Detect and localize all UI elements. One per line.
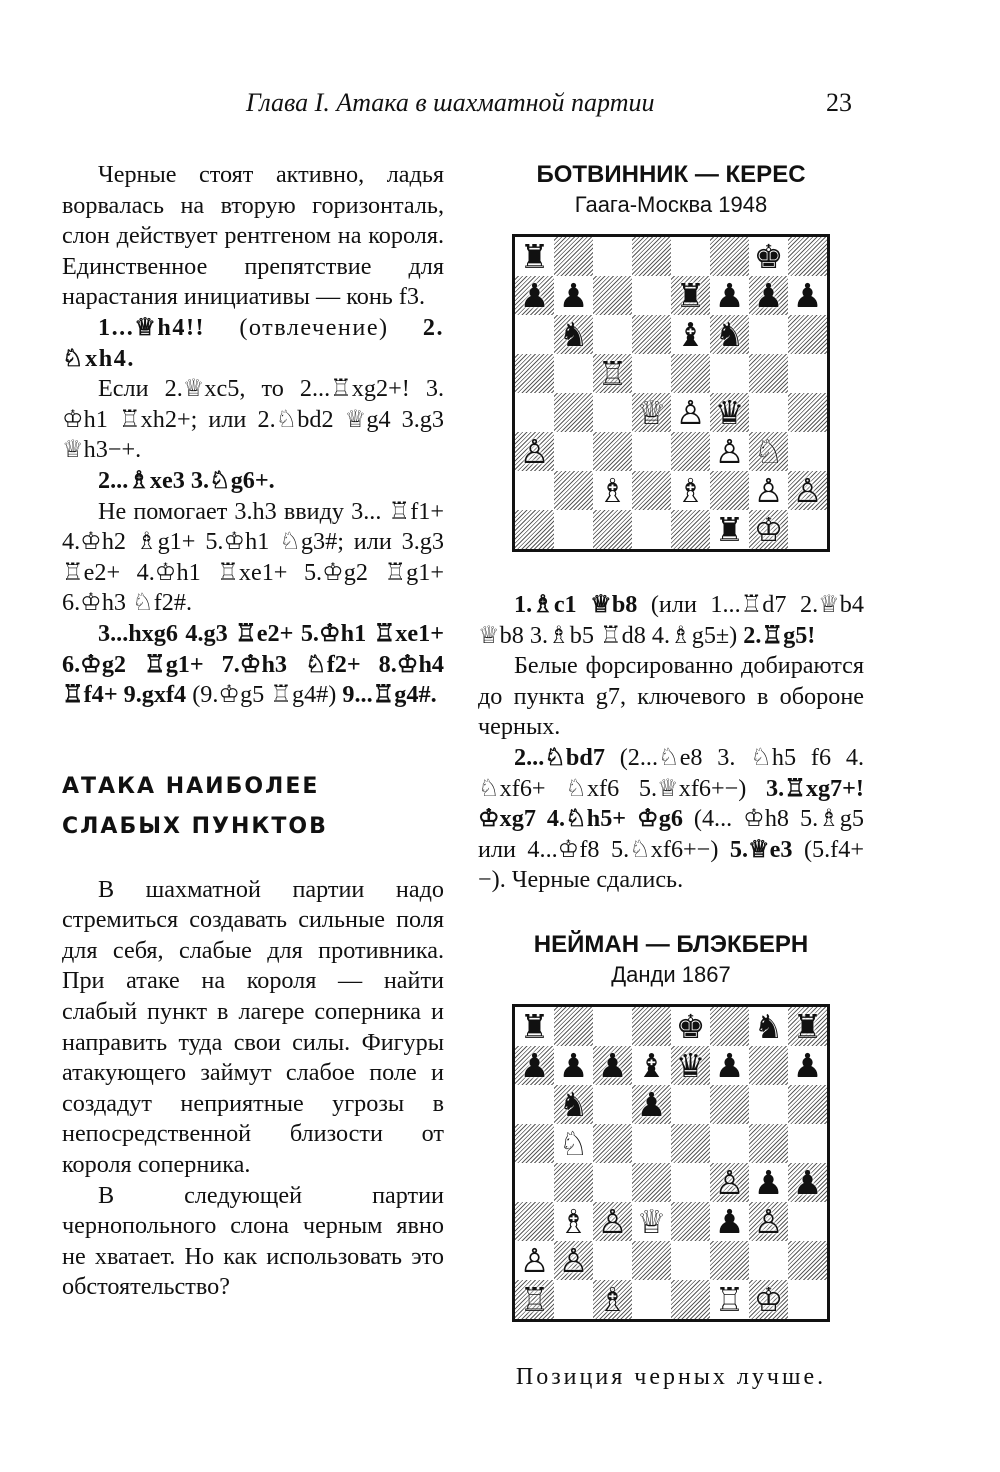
moves-note: (2...♘e8 3. ♘h5 f6 4. ♘xf6+ ♘xf6 5.♕xf6+−)	[478, 743, 864, 802]
black-rook-icon: ♜	[519, 237, 550, 276]
board-square	[593, 354, 632, 393]
board-square	[671, 471, 710, 510]
section-heading-line: СЛАБЫХ ПУНКТОВ	[62, 813, 328, 839]
game-subtitle: Данди 1867	[611, 961, 731, 987]
board-square	[554, 1046, 593, 1085]
white-bishop-icon: ♗	[597, 471, 628, 510]
board-square	[632, 1124, 671, 1163]
moves-bold: 5.♕e3	[729, 835, 793, 863]
moves-note: (или 1...♖d7 2.♕b4 ♕b8 3.♗b5 ♖d8 4.♗g5±)	[478, 591, 864, 649]
board-square	[632, 1241, 671, 1280]
board-square	[632, 432, 671, 471]
board-square	[515, 393, 554, 432]
board-square	[671, 1241, 710, 1280]
black-pawn-icon: ♟	[753, 1162, 784, 1202]
board-square	[593, 276, 632, 315]
board-square	[710, 1085, 749, 1124]
board-square	[749, 393, 788, 432]
board-square	[710, 1007, 749, 1046]
board-square	[671, 354, 710, 393]
white-pawn-icon: ♙	[558, 1240, 589, 1280]
black-pawn-icon: ♟	[792, 1045, 823, 1085]
white-queen-icon: ♕	[636, 1201, 667, 1241]
board-square	[632, 393, 671, 432]
board-square	[710, 1241, 749, 1280]
board-square	[632, 276, 671, 315]
moves-note: (4... ♔h8 5.♗g5 или 4...♔f8 5.♘xf6+−)	[478, 805, 864, 863]
board-square	[554, 1280, 593, 1319]
board-square	[632, 354, 671, 393]
board-square	[554, 1241, 593, 1280]
board-square	[749, 1241, 788, 1280]
white-pawn-icon: ♙	[753, 471, 784, 510]
board-square	[710, 1280, 749, 1319]
board-square	[554, 432, 593, 471]
board-square	[593, 315, 632, 354]
board-square	[632, 1085, 671, 1124]
moves-bold: 2. ♘xh4.	[62, 313, 444, 372]
move-line-2	[62, 466, 444, 497]
paragraph-comment: Белые форсированно добираются до пункта g7, ключевого в обороне черных.	[478, 652, 864, 741]
board-square	[593, 1163, 632, 1202]
board-square	[554, 1007, 593, 1046]
moves-bold: 3...hxg6 4.g3 ♖e2+ 5.♔h1 ♖xe1+ 6.♔g2 ♖g1+ 7.♔h3 ♘f2+ 8.♔h4 ♖f4+ 9.gxf4	[62, 619, 444, 709]
white-bishop-icon: ♗	[558, 1201, 589, 1241]
page-number: 23	[826, 88, 852, 117]
board-square	[593, 471, 632, 510]
board-square	[788, 393, 827, 432]
white-rook-icon: ♖	[714, 1279, 745, 1319]
black-pawn-icon: ♟	[636, 1084, 667, 1124]
paragraph-variation-2: Не помогает 3.h3 ввиду 3... ♖f1+ 4.♔h2 ♗g1+ 5.♔h1 ♘g3#; или 3.g3 ♖e2+ 4.♔h1 ♖xe1+ 5.♔g2 ♖g1+ 6.♔h3 ♘f2#.	[62, 497, 444, 617]
board-square	[788, 1163, 827, 1202]
board-square	[593, 1124, 632, 1163]
board-square	[788, 471, 827, 510]
paragraph-next-game: В следующей партии чернопольного слона черным явно не хватает. Но как использовать это обстоятельство?	[62, 1181, 444, 1301]
board-square	[515, 354, 554, 393]
black-pawn-icon: ♟	[753, 276, 784, 315]
moves-bold: 2...♗xe3 3.♘g6+.	[98, 466, 275, 494]
board-square	[593, 1007, 632, 1046]
board-square	[788, 1280, 827, 1319]
white-rook-icon: ♖	[597, 354, 628, 393]
board-square	[632, 471, 671, 510]
board-square	[554, 393, 593, 432]
move-line-3	[62, 619, 444, 711]
board-square	[749, 1124, 788, 1163]
moves-bold: 9...♖g4#.	[342, 681, 437, 709]
board-square	[749, 354, 788, 393]
white-queen-icon: ♕	[636, 393, 667, 432]
white-king-icon: ♔	[753, 1279, 784, 1319]
black-pawn-icon: ♟	[519, 276, 550, 315]
black-queen-icon: ♛	[675, 1045, 706, 1085]
board-square	[788, 432, 827, 471]
black-pawn-icon: ♟	[792, 276, 823, 315]
paragraph-position: Черные стоят активно, ладья ворвалась на вторую горизонталь, слон действует рентгеном на короля. Единственное препятствие для нарастания инициативы — конь f3.	[62, 161, 444, 311]
black-pawn-icon: ♟	[714, 1201, 745, 1241]
board-square	[554, 315, 593, 354]
board-square	[554, 1085, 593, 1124]
black-bishop-icon: ♝	[636, 1045, 667, 1085]
board-square	[710, 276, 749, 315]
board-square	[710, 1046, 749, 1085]
board-square	[515, 432, 554, 471]
board-square	[632, 1007, 671, 1046]
board-square	[671, 237, 710, 276]
board-square	[632, 1280, 671, 1319]
board-square	[593, 1280, 632, 1319]
board-square	[593, 1241, 632, 1280]
black-rook-icon: ♜	[519, 1006, 550, 1046]
white-pawn-icon: ♙	[714, 432, 745, 471]
section-heading	[62, 767, 444, 847]
paragraph-variation: Если 2.♕xc5, то 2...♖xg2+! 3. ♔h1 ♖xh2+; или 2.♘bd2 ♕g4 3.g3 ♕h3−+.	[62, 375, 444, 464]
board-square	[554, 1163, 593, 1202]
board-square	[593, 1046, 632, 1085]
moves-note: (отвлечение)	[205, 313, 423, 341]
black-queen-icon: ♛	[714, 393, 745, 432]
board-square	[554, 354, 593, 393]
board-square	[710, 1124, 749, 1163]
white-pawn-icon: ♙	[792, 471, 823, 510]
black-pawn-icon: ♟	[519, 1045, 550, 1085]
board-square	[710, 1202, 749, 1241]
moves-bold: 3.♖xg7+! ♔xg7 4.♘h5+ ♔g6	[478, 774, 864, 833]
board-square	[749, 432, 788, 471]
board-square	[788, 276, 827, 315]
page-header	[0, 88, 1000, 128]
board-square	[788, 1202, 827, 1241]
white-pawn-icon: ♙	[714, 1162, 745, 1202]
board-square	[632, 1163, 671, 1202]
board-square	[749, 315, 788, 354]
black-rook-icon: ♜	[714, 510, 745, 549]
game-title: БОТВИННИК — КЕРЕС	[536, 161, 806, 188]
board-square	[671, 1280, 710, 1319]
board-square	[788, 1241, 827, 1280]
board-square	[632, 1202, 671, 1241]
board-square	[515, 1202, 554, 1241]
board-square	[749, 1202, 788, 1241]
chapter-title: Глава I. Атака в шахматной партии	[246, 88, 655, 117]
board-square	[632, 1046, 671, 1085]
black-knight-icon: ♞	[753, 1006, 784, 1046]
board-square	[593, 237, 632, 276]
board-square	[749, 237, 788, 276]
board-square	[671, 1085, 710, 1124]
board-square	[515, 276, 554, 315]
game-title: НЕЙМАН — БЛЭКБЕРН	[533, 930, 809, 958]
black-rook-icon: ♜	[792, 1006, 823, 1046]
moves-bold: 2...♘bd7	[514, 743, 605, 771]
left-column	[62, 160, 444, 1303]
white-pawn-icon: ♙	[519, 432, 550, 471]
board-square	[788, 315, 827, 354]
board-square	[710, 1163, 749, 1202]
board-square	[632, 315, 671, 354]
right-column	[478, 160, 864, 1393]
board-square	[749, 1163, 788, 1202]
board-square	[710, 471, 749, 510]
paragraph-weak-points: В шахматной партии надо стремиться создавать сильные поля для себя, слабые для противника. При атаке на короля — найти слабый пункт в лагере соперника и направить туда свои силы. Фигуры атакующего займут слабое поле и создадут неприятные угрозы в непосредственной близости от короля соперника.	[62, 875, 444, 1179]
moves-note: (9.♔g5 ♖g4#)	[186, 681, 343, 709]
board-square	[788, 354, 827, 393]
board-square	[515, 315, 554, 354]
board-square	[671, 1007, 710, 1046]
black-pawn-icon: ♟	[558, 276, 589, 315]
black-pawn-icon: ♟	[714, 276, 745, 315]
moves-bold: 1...♕h4!!	[98, 313, 206, 341]
black-king-icon: ♚	[675, 1006, 706, 1046]
board-square	[554, 510, 593, 549]
board-square	[749, 510, 788, 549]
black-pawn-icon: ♟	[597, 1045, 628, 1085]
board-square	[749, 1280, 788, 1319]
board-square	[593, 393, 632, 432]
chess-diagram	[512, 1004, 830, 1322]
board-square	[554, 1202, 593, 1241]
move-line-g1a	[478, 590, 864, 651]
black-knight-icon: ♞	[714, 315, 745, 354]
black-pawn-icon: ♟	[714, 1045, 745, 1085]
board-square	[671, 1124, 710, 1163]
white-rook-icon: ♖	[519, 1279, 550, 1319]
board-square	[749, 276, 788, 315]
board-square	[710, 315, 749, 354]
white-bishop-icon: ♗	[675, 471, 706, 510]
board-square	[593, 1085, 632, 1124]
moves-bold: 1.♗c1 ♕b8	[514, 591, 638, 618]
board-square	[554, 471, 593, 510]
white-king-icon: ♔	[753, 510, 784, 549]
board-square	[515, 237, 554, 276]
board-square	[515, 1280, 554, 1319]
board-square	[710, 432, 749, 471]
board-square	[788, 237, 827, 276]
board-square	[749, 1007, 788, 1046]
board-square	[593, 432, 632, 471]
board-square	[710, 237, 749, 276]
section-heading-line: АТАКА НАИБОЛЕЕ	[62, 773, 320, 799]
board-square	[671, 393, 710, 432]
board-square	[515, 1241, 554, 1280]
board-square	[749, 1085, 788, 1124]
white-pawn-icon: ♙	[675, 393, 706, 432]
white-pawn-icon: ♙	[597, 1201, 628, 1241]
black-king-icon: ♚	[753, 237, 784, 276]
board-square	[515, 1085, 554, 1124]
white-pawn-icon: ♙	[753, 1201, 784, 1241]
black-bishop-icon: ♝	[675, 315, 706, 354]
board-square	[671, 1202, 710, 1241]
white-knight-icon: ♘	[558, 1123, 589, 1163]
board-square	[671, 510, 710, 549]
black-rook-icon: ♜	[675, 276, 706, 315]
board-square	[515, 1046, 554, 1085]
board-square	[788, 1124, 827, 1163]
board-square	[632, 237, 671, 276]
board-square	[710, 510, 749, 549]
white-bishop-icon: ♗	[597, 1279, 628, 1319]
board-square	[554, 276, 593, 315]
board-square	[515, 471, 554, 510]
board-square	[515, 510, 554, 549]
move-line-g1b	[478, 743, 864, 896]
moves-bold: 2.♖g5!	[743, 621, 816, 649]
black-knight-icon: ♞	[558, 315, 589, 354]
board-square	[788, 1085, 827, 1124]
board-square	[788, 510, 827, 549]
board-square	[554, 1124, 593, 1163]
board-square	[710, 354, 749, 393]
board-square	[749, 1046, 788, 1085]
board-square	[515, 1007, 554, 1046]
black-pawn-icon: ♟	[792, 1162, 823, 1202]
move-line-1	[62, 313, 444, 374]
moves-note: (5.f4+−). Черные сдались.	[478, 835, 864, 894]
board-square	[554, 237, 593, 276]
white-pawn-icon: ♙	[519, 1240, 550, 1280]
game-subtitle: Гаага-Москва 1948	[574, 192, 768, 217]
black-knight-icon: ♞	[558, 1084, 589, 1124]
board-square	[593, 510, 632, 549]
board-square	[710, 393, 749, 432]
board-square	[671, 315, 710, 354]
board-square	[788, 1046, 827, 1085]
white-knight-icon: ♘	[753, 432, 784, 471]
board-square	[593, 1202, 632, 1241]
board-square	[671, 432, 710, 471]
black-pawn-icon: ♟	[558, 1045, 589, 1085]
board-square	[515, 1163, 554, 1202]
chess-diagram	[512, 234, 830, 552]
board-square	[632, 510, 671, 549]
board-square	[749, 471, 788, 510]
board-square	[515, 1124, 554, 1163]
board-square	[671, 276, 710, 315]
board-square	[671, 1046, 710, 1085]
diagram-caption: Позиция черных лучше.	[515, 1363, 827, 1390]
board-square	[671, 1163, 710, 1202]
board-square	[788, 1007, 827, 1046]
